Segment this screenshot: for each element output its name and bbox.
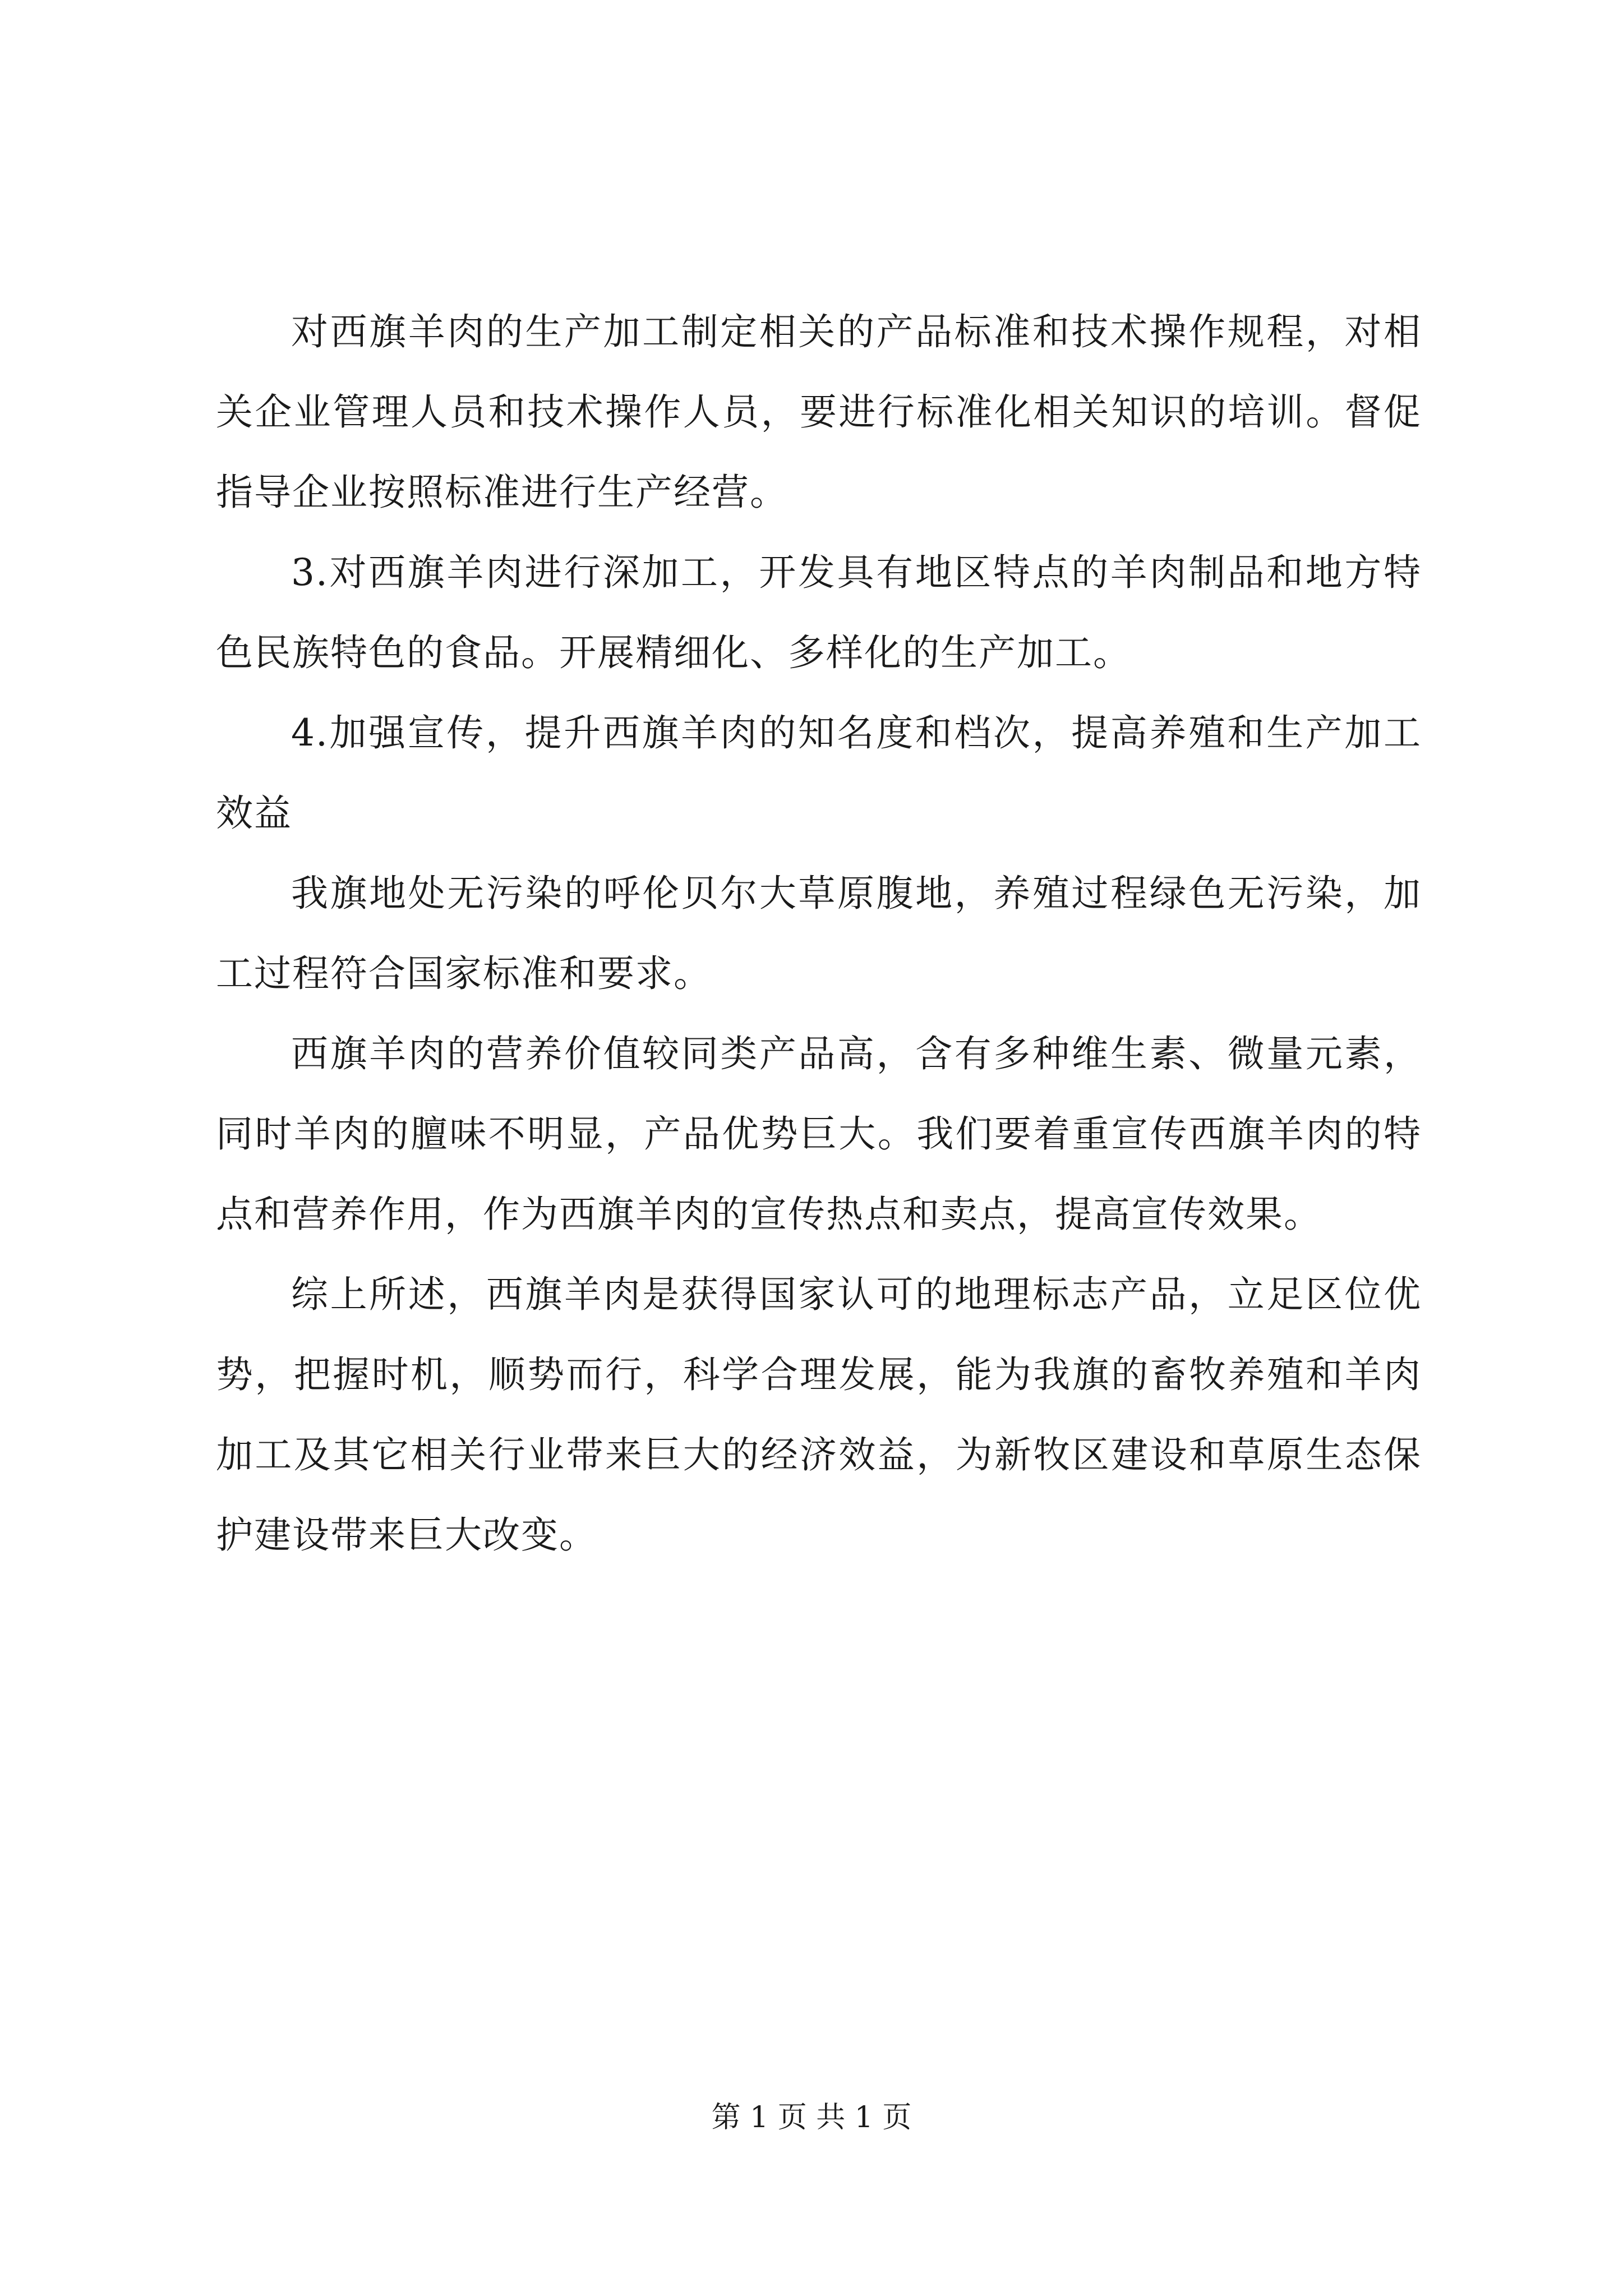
document-body — [216, 292, 1422, 1575]
paragraph-nutrition: 西旗羊肉的营养价值较同类产品高，含有多种维生素、微量元素，同时羊肉的膻味不明显，产品优势巨大。我们要着重宣传西旗羊肉的特点和营养作用，作为西旗羊肉的宣传热点和卖点，提高宣传效果。 — [216, 1032, 1422, 1236]
paragraph-publicity-heading: 4.加强宣传，提升西旗羊肉的知名度和档次，提高养殖和生产加工效益 — [216, 711, 1422, 835]
paragraph-conclusion: 综上所述，西旗羊肉是获得国家认可的地理标志产品，立足区位优势，把握时机，顺势而行，科学合理发展，能为我旗的畜牧养殖和羊肉加工及其它相关行业带来巨大的经济效益，为新牧区建设和草原生态保护建设带来巨大改变。 — [216, 1273, 1422, 1557]
paragraph-deep-processing: 3.对西旗羊肉进行深加工，开发具有地区特点的羊肉制品和地方特色民族特色的食品。开展精细化、多样化的生产加工。 — [216, 551, 1422, 674]
page-number-footer: 第 1 页 共 1 页 — [711, 2101, 912, 2134]
paragraph-standards: 对西旗羊肉的生产加工制定相关的产品标准和技术操作规程，对相关企业管理人员和技术操作人员，要进行标准化相关知识的培训。督促指导企业按照标准进行生产经营。 — [216, 310, 1422, 514]
paragraph-pollution-free: 我旗地处无污染的呼伦贝尔大草原腹地，养殖过程绿色无污染，加工过程符合国家标准和要求。 — [216, 872, 1422, 995]
